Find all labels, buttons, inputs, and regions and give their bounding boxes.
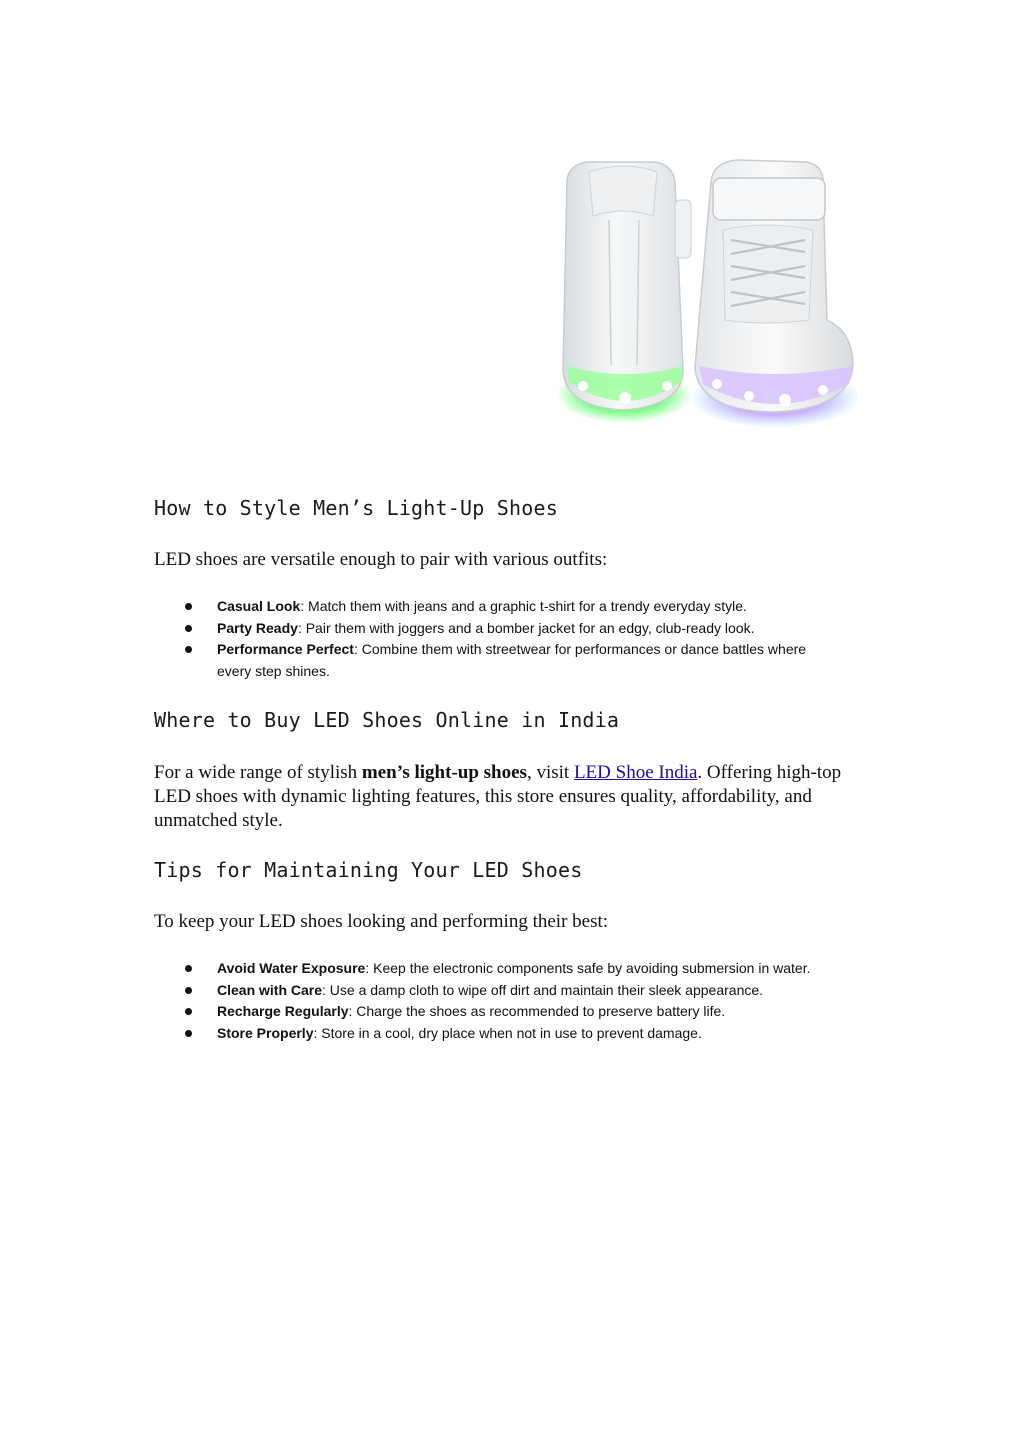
heading-style-shoes: How to Style Men’s Light-Up Shoes <box>154 496 558 520</box>
list-item <box>154 958 844 980</box>
bullet-term: Performance Perfect <box>217 641 354 657</box>
led-shoe-india-link[interactable]: LED Shoe India <box>573 762 698 783</box>
bullet-text: : Match them with jeans and a graphic t-shirt for a trendy everyday style. <box>300 598 747 614</box>
paragraph-text: , visit <box>526 762 574 783</box>
bullet-text: : Store in a cool, dry place when not in use to prevent damage. <box>313 1024 702 1041</box>
left-shoe <box>556 162 692 423</box>
bullet-icon <box>185 1008 192 1015</box>
bullet-icon <box>185 965 192 972</box>
list-item <box>154 618 844 640</box>
list-item <box>154 596 844 618</box>
bullet-term: Clean with Care <box>217 981 323 998</box>
bullet-term: Store Properly <box>217 1024 314 1041</box>
bold-phrase: men’s light-up shoes <box>361 762 527 783</box>
where-to-buy-paragraph <box>154 761 844 833</box>
right-shoe <box>690 160 860 428</box>
list-item <box>154 639 844 682</box>
style-intro: LED shoes are versatile enough to pair with various outfits: <box>154 549 608 570</box>
style-list <box>154 596 844 682</box>
paragraph-text: . Offering high-top LED shoes with dynamic lighting features, this store ensures quality, affordability, and unmatched style. <box>154 762 842 831</box>
list-item <box>154 980 844 1002</box>
led-shoes-photo <box>527 120 872 472</box>
bullet-icon <box>185 646 192 653</box>
tips-list <box>154 958 844 1044</box>
bullet-term: Recharge Regularly <box>217 1003 349 1019</box>
bullet-text: : Combine them with streetwear for performances or dance battles where every step shines. <box>217 641 807 679</box>
list-item <box>154 1023 844 1045</box>
bullet-icon <box>185 987 192 994</box>
list-item <box>154 1001 844 1023</box>
bullet-icon <box>185 625 192 632</box>
bullet-term: Party Ready <box>217 619 298 636</box>
paragraph-text: For a wide range of stylish <box>154 762 362 783</box>
tips-intro: To keep your LED shoes looking and performing their best: <box>154 911 609 932</box>
bullet-text: : Use a damp cloth to wipe off dirt and maintain their sleek appearance. <box>322 981 764 998</box>
bullet-text: : Keep the electronic components safe by avoiding submersion in water. <box>365 960 811 976</box>
bullet-icon <box>185 1030 192 1037</box>
heading-where-to-buy: Where to Buy LED Shoes Online in India <box>154 708 620 732</box>
bullet-term: Avoid Water Exposure <box>217 960 366 976</box>
bullet-text: : Pair them with joggers and a bomber jacket for an edgy, club-ready look. <box>297 619 755 636</box>
bullet-text: : Charge the shoes as recommended to preserve battery life. <box>348 1003 726 1019</box>
heading-maintenance-tips: Tips for Maintaining Your LED Shoes <box>154 858 583 882</box>
bullet-term: Casual Look <box>217 598 301 614</box>
bullet-icon <box>185 603 192 610</box>
